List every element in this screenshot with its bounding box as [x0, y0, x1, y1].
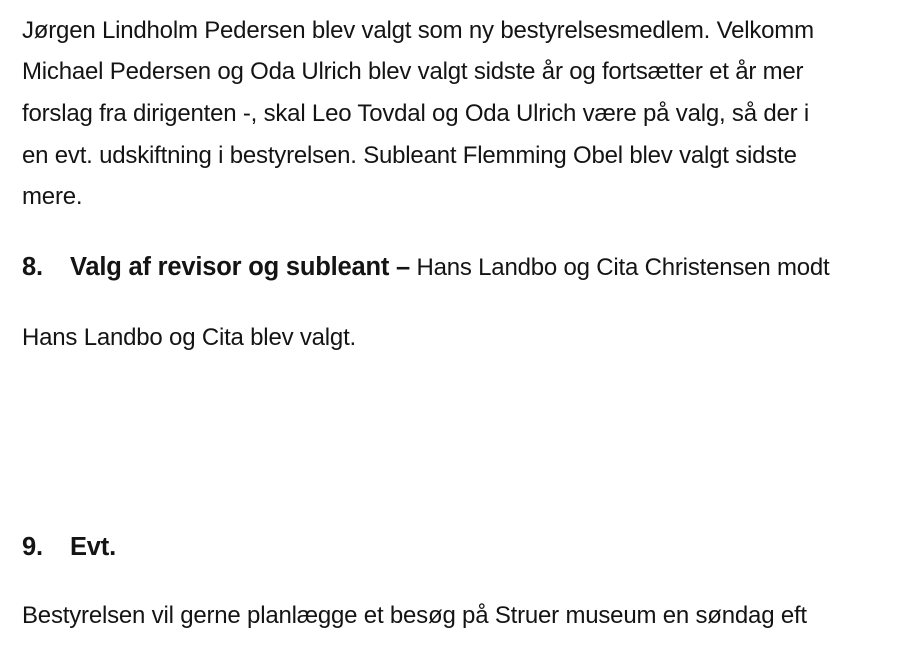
paragraph-line-3: forslag fra dirigenten -, skal Leo Tovdal og Oda Ulrich være på valg, så der i: [22, 100, 810, 127]
paragraph-line-2: Michael Pedersen og Oda Ulrich blev valgt sidste år og fortsætter et år mer: [22, 58, 804, 85]
section-9-body: Bestyrelsen vil gerne planlægge et besøg på Struer museum en søndag eft: [22, 602, 807, 629]
section-8-title: Valg af revisor og subleant –: [70, 253, 410, 281]
section-8-body: Hans Landbo og Cita blev valgt.: [22, 324, 357, 351]
paragraph-line-5: mere.: [22, 183, 83, 210]
section-9-number: 9.: [22, 533, 43, 561]
paragraph-line-1: Jørgen Lindholm Pedersen blev valgt som ny bestyrelsesmedlem. Velkomm: [22, 17, 814, 44]
paragraph-line-4: en evt. udskiftning i bestyrelsen. Subleant Flemming Obel blev valgt sidste: [22, 142, 797, 169]
section-8-number: 8.: [22, 253, 43, 281]
section-8-title-continuation: Hans Landbo og Cita Christensen modt: [409, 254, 830, 281]
section-8-heading: [22, 252, 830, 283]
section-9-heading: [22, 532, 116, 562]
section-9-title: Evt.: [70, 533, 116, 561]
